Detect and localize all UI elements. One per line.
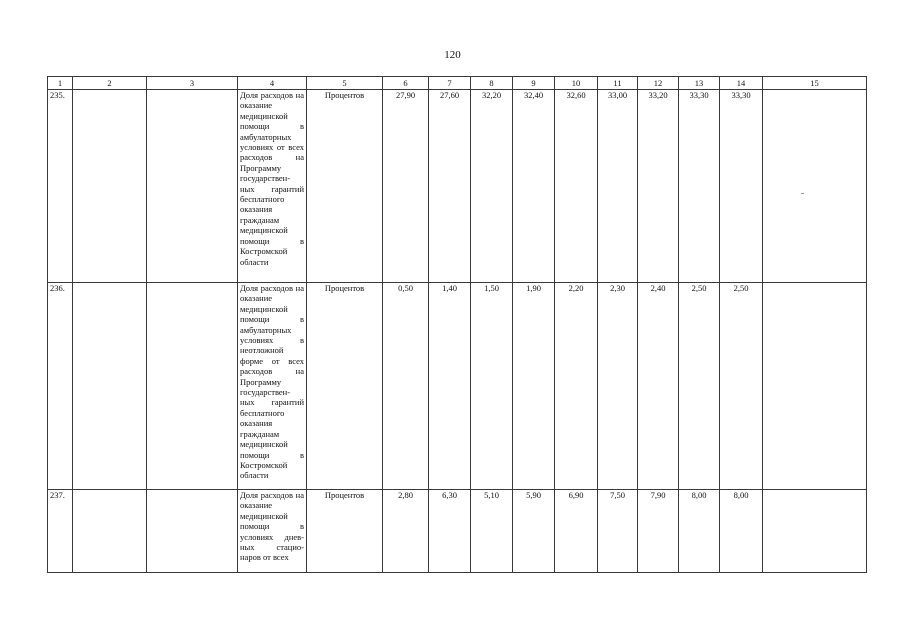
value-cell: 2,30 xyxy=(598,283,638,490)
value-cell: 8,00 xyxy=(679,490,720,573)
value-cell: 27,90 xyxy=(383,90,429,283)
table-header-row xyxy=(48,77,867,90)
value-cell: 5,10 xyxy=(471,490,513,573)
indicator-description xyxy=(238,283,307,490)
column-header: 7 xyxy=(429,77,471,90)
cell-col3 xyxy=(147,90,238,283)
value-cell: 2,20 xyxy=(555,283,598,490)
column-header: 13 xyxy=(679,77,720,90)
column-header: 14 xyxy=(720,77,763,90)
cell-col15 xyxy=(763,490,867,573)
value-cell: 27,60 xyxy=(429,90,471,283)
value-cell: 0,50 xyxy=(383,283,429,490)
row-number: 235. xyxy=(48,90,73,283)
table-row xyxy=(48,490,867,573)
value-cell: 2,40 xyxy=(638,283,679,490)
value-cell: 33,30 xyxy=(720,90,763,283)
indicator-table xyxy=(47,76,867,573)
value-cell: 6,90 xyxy=(555,490,598,573)
column-header: 3 xyxy=(147,77,238,90)
row-number: 236. xyxy=(48,283,73,490)
column-header: 2 xyxy=(73,77,147,90)
value-cell: 1,40 xyxy=(429,283,471,490)
column-header: 6 xyxy=(383,77,429,90)
unit-cell: Процентов xyxy=(307,283,383,490)
value-cell: 2,80 xyxy=(383,490,429,573)
table-row xyxy=(48,90,867,283)
value-cell: 1,90 xyxy=(513,283,555,490)
unit-cell: Процентов xyxy=(307,490,383,573)
cell-col3 xyxy=(147,490,238,573)
cell-col2 xyxy=(73,90,147,283)
value-cell: 33,00 xyxy=(598,90,638,283)
value-cell: 7,50 xyxy=(598,490,638,573)
column-header: 9 xyxy=(513,77,555,90)
value-cell: 1,50 xyxy=(471,283,513,490)
value-cell: 32,20 xyxy=(471,90,513,283)
column-header: 15 xyxy=(763,77,867,90)
value-cell: 32,60 xyxy=(555,90,598,283)
description-text: Доля расходов на оказание медицинской помощи в амбулаторных условиях от всех расходов на Программу государствен-ных гарантий бесплатного оказания гражданам медицинской помощи в Костромской области xyxy=(240,90,304,267)
column-header: 10 xyxy=(555,77,598,90)
value-cell: 32,40 xyxy=(513,90,555,283)
value-cell: 5,90 xyxy=(513,490,555,573)
value-cell: 33,30 xyxy=(679,90,720,283)
value-cell: 2,50 xyxy=(720,283,763,490)
column-header: 4 xyxy=(238,77,307,90)
cell-col3 xyxy=(147,283,238,490)
value-cell: 8,00 xyxy=(720,490,763,573)
row-number: 237. xyxy=(48,490,73,573)
value-cell: 33,20 xyxy=(638,90,679,283)
table-row xyxy=(48,283,867,490)
cell-col2 xyxy=(73,283,147,490)
indicator-description xyxy=(238,490,307,573)
description-text: Доля расходов на оказание медицинской помощи в амбулаторных условиях в неотложной форме от всех расходов на Программу государствен-ных гарантий бесплатного оказания гражданам медицинской помощи в Костромской области xyxy=(240,283,304,481)
column-header: 12 xyxy=(638,77,679,90)
description-text: Доля расходов на оказание медицинской помощи в условиях днев-ных стацио-наров от всех xyxy=(240,490,304,563)
column-header: 1 xyxy=(48,77,73,90)
value-cell: 2,50 xyxy=(679,283,720,490)
value-cell: 7,90 xyxy=(638,490,679,573)
column-header: 8 xyxy=(471,77,513,90)
indicator-description xyxy=(238,90,307,283)
value-cell: 6,30 xyxy=(429,490,471,573)
cell-col2 xyxy=(73,490,147,573)
cell-col15 xyxy=(763,283,867,490)
unit-cell: Процентов xyxy=(307,90,383,283)
cell-col15 xyxy=(763,90,867,283)
column-header: 5 xyxy=(307,77,383,90)
page-number: 120 xyxy=(444,49,461,61)
column-header: 11 xyxy=(598,77,638,90)
scan-speck xyxy=(801,193,804,194)
